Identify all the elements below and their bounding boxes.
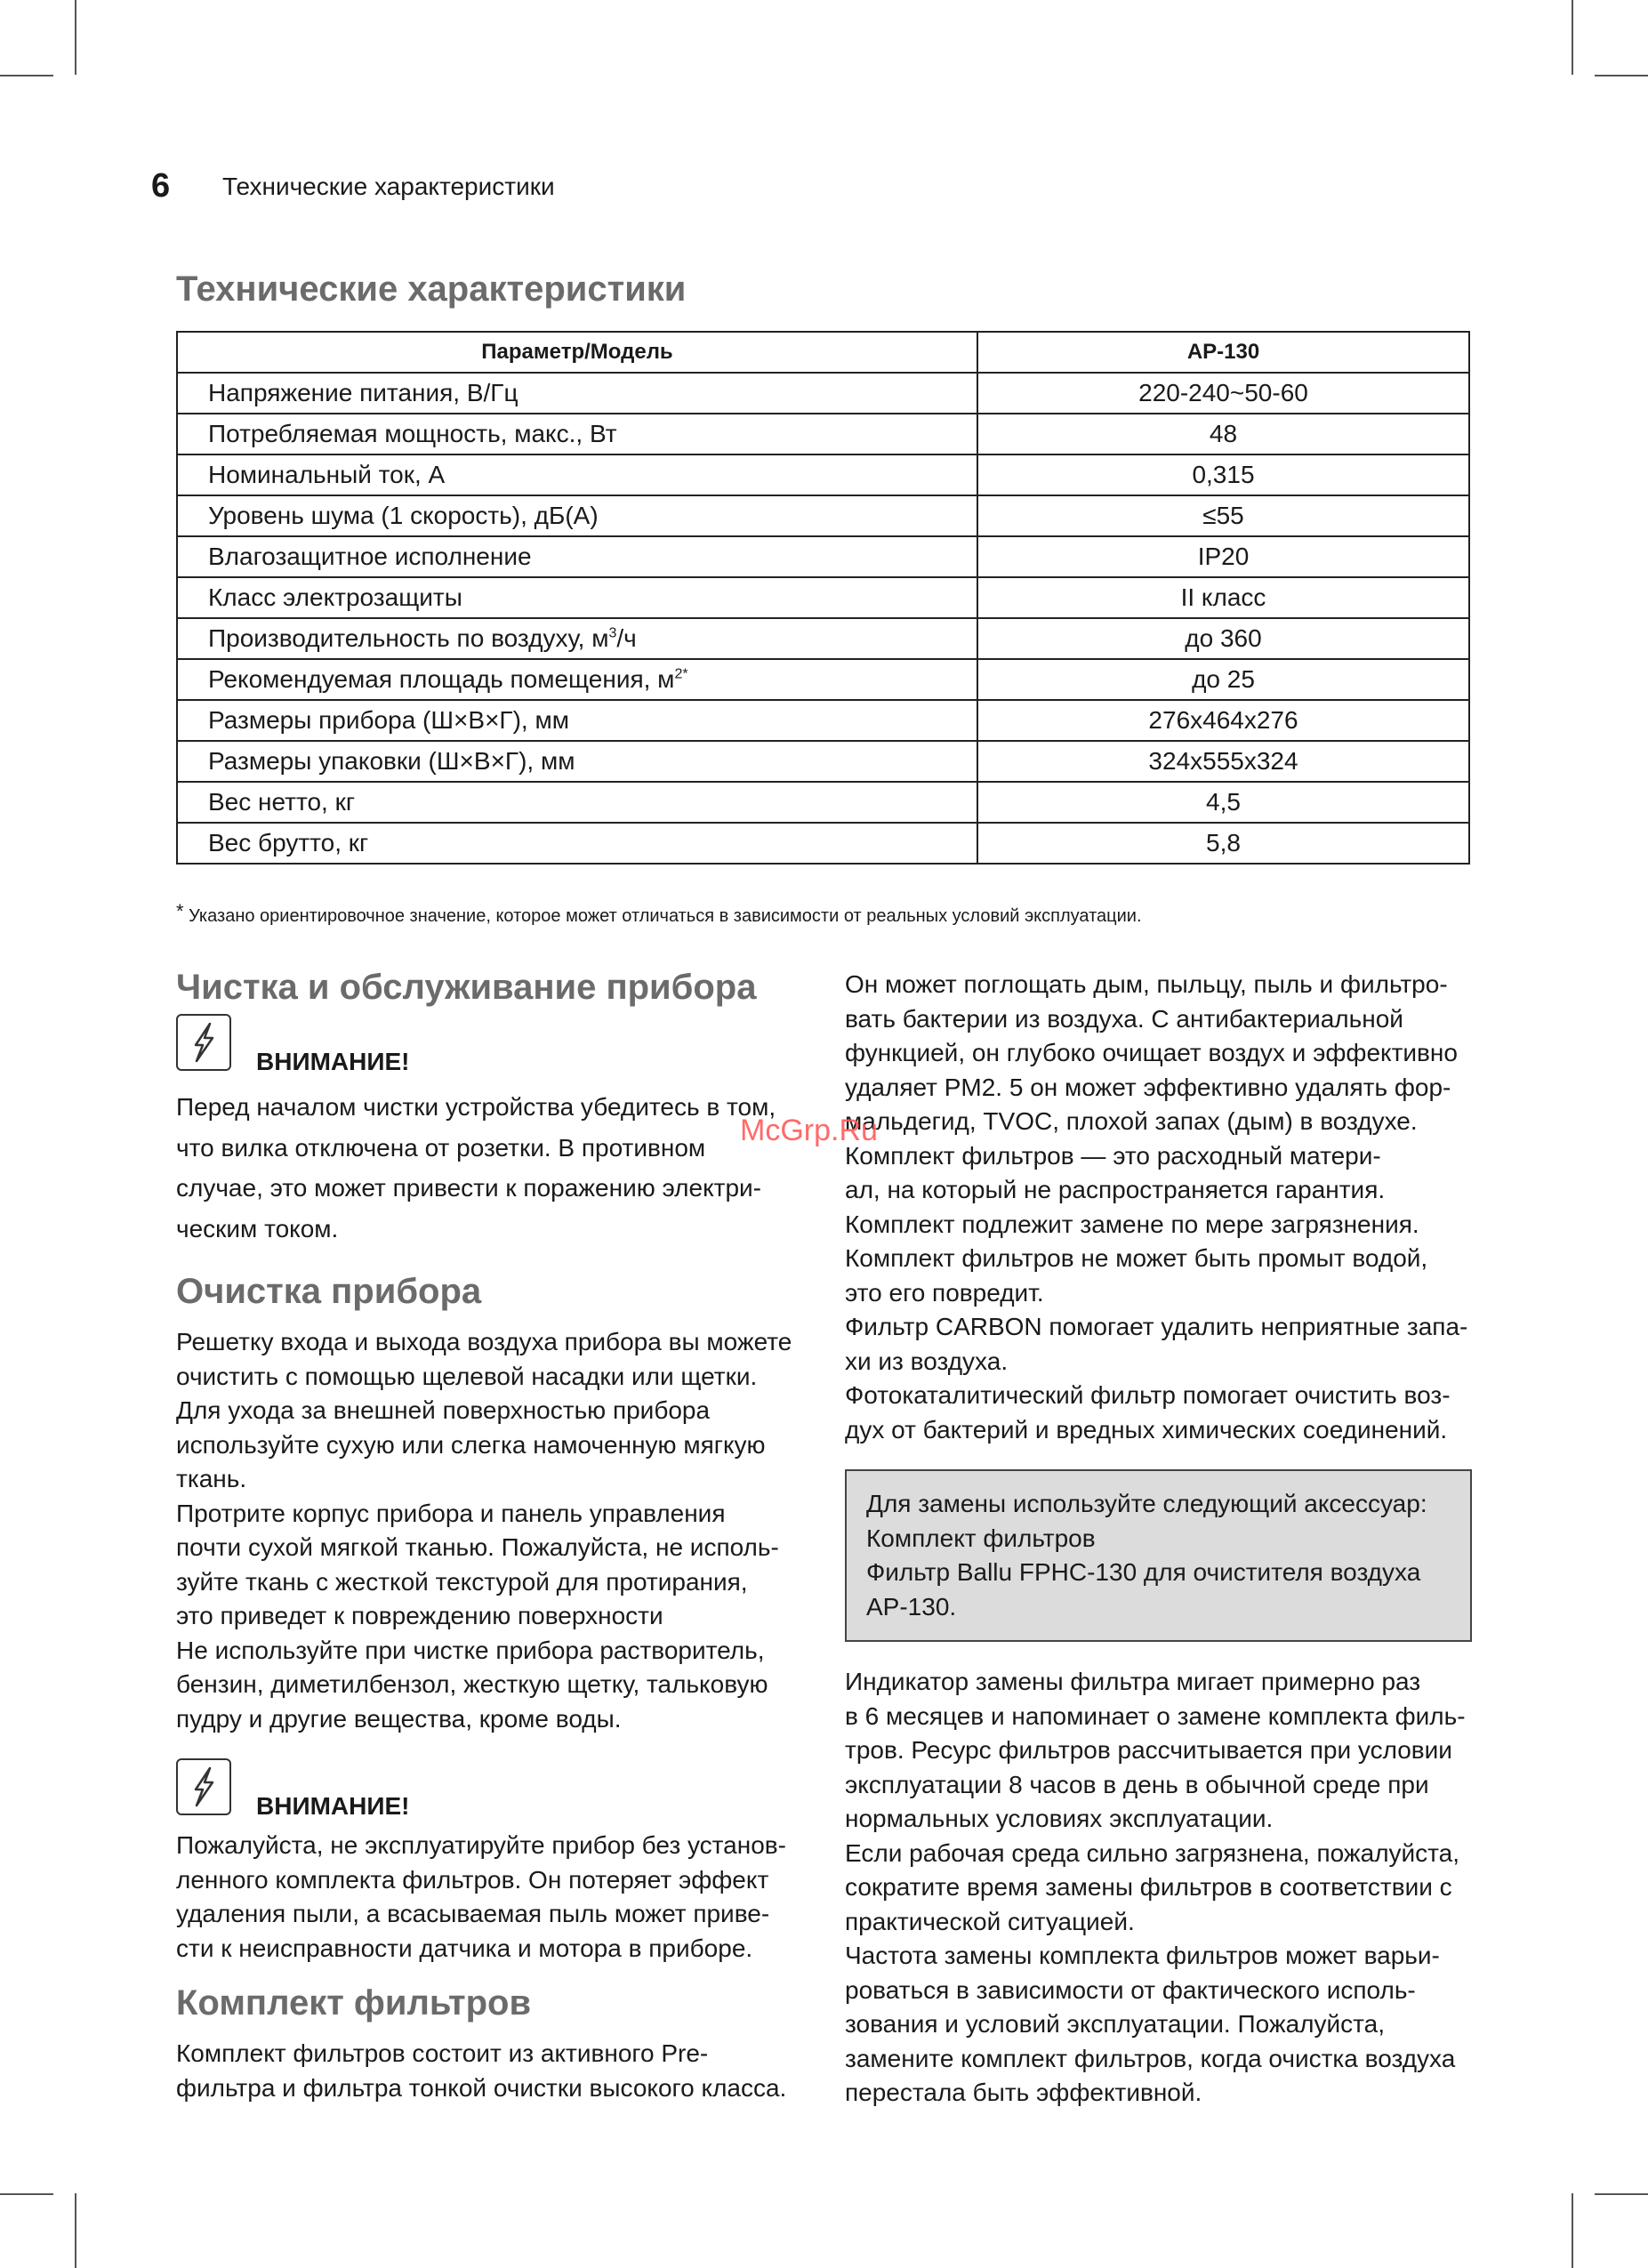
text-line: Протрите корпус прибора и панель управления <box>176 1499 726 1527</box>
text-line: нормальных условиях эксплуатации. <box>845 1805 1274 1832</box>
value-cell: ≤55 <box>977 495 1469 536</box>
page-number: 6 <box>151 167 171 205</box>
text-line: Не используйте при чистке прибора растворитель, <box>176 1636 765 1664</box>
value-cell: 324x555x324 <box>977 741 1469 782</box>
text-line: Он может поглощать дым, пыльцу, пыль и фильтро- <box>845 970 1448 998</box>
text-line: почти сухой мягкой тканью. Пожалуйста, не исполь- <box>176 1533 779 1561</box>
text-line: сократите время замены фильтров в соответствии с <box>845 1873 1452 1901</box>
text-line: ткань. <box>176 1465 247 1492</box>
col-header-model: AP-130 <box>977 332 1469 373</box>
text-line: это приведет к повреждению поверхности <box>176 1602 663 1629</box>
crop-mark <box>1572 0 1573 75</box>
table-row <box>177 618 1469 659</box>
table-row <box>177 700 1469 741</box>
crop-mark <box>0 2193 53 2195</box>
text-line: Фильтр Ballu FPHC-130 для очистителя воздуха <box>866 1558 1421 1586</box>
footnote-text: Указано ориентировочное значение, которое может отличаться в зависимости от реальных условий эксплуатации. <box>189 906 1142 926</box>
text-line: ческим током. <box>176 1214 339 1243</box>
table-row <box>177 577 1469 618</box>
table-row <box>177 741 1469 782</box>
value-cell: 276x464x276 <box>977 700 1469 741</box>
text-line: роваться в зависимости от фактического исполь- <box>845 1975 1416 2004</box>
text-line: Если рабочая среда сильно загрязнена, пожалуйста, <box>845 1838 1460 1867</box>
text-line: зуйте ткань с жесткой текстурой для протирания, <box>176 1567 748 1596</box>
param-cell: Рекомендуемая площадь помещения, $м^{2*}$ <box>177 659 977 700</box>
text-line: зования и условий эксплуатации. Пожалуйста, <box>845 2010 1386 2038</box>
running-title: Технические характеристики <box>222 173 555 200</box>
text-line: Комплект фильтров состоит из активного Pre- <box>176 2039 709 2067</box>
text-line: Комплект фильтров — это расходный матери- <box>845 1141 1381 1170</box>
text-line: Комплект фильтров не может быть промыт водой, <box>845 1244 1428 1272</box>
text-line: удаляет PM2. 5 он может эффективно удалять фор- <box>845 1073 1451 1101</box>
value-cell: 4,5 <box>977 782 1469 823</box>
table-row <box>177 414 1469 454</box>
text-line: перестала быть эффективной. <box>845 2079 1202 2106</box>
text-line: случае, это может привести к поражению электри- <box>176 1174 761 1202</box>
param-cell: Вес нетто, кг <box>177 782 977 823</box>
footnote-mark: * <box>176 900 184 922</box>
filter-replacement-text <box>845 1665 1472 2111</box>
value-cell: 0,315 <box>977 454 1469 495</box>
text-line: это его повредит. <box>845 1278 1044 1307</box>
param-cell: Вес брутто, кг <box>177 823 977 864</box>
param-cell: Номинальный ток, А <box>177 454 977 495</box>
table-row <box>177 782 1469 823</box>
text-line: Комплект фильтров <box>866 1524 1096 1552</box>
filter-description-text <box>845 968 1472 1447</box>
accessory-info-box <box>845 1469 1472 1642</box>
text-line: в 6 месяцев и напоминает о замене комплекта филь- <box>845 1701 1466 1730</box>
text-line: Комплект подлежит замене по мере загрязнения. <box>845 1210 1419 1238</box>
table-row <box>177 373 1469 414</box>
param-cell: Напряжение питания, В/Гц <box>177 373 977 414</box>
crop-mark <box>1595 75 1648 76</box>
cleaning-warning-text <box>176 1087 816 1249</box>
warning-block <box>176 1758 816 1821</box>
table-row <box>177 454 1469 495</box>
text-line: вать бактерии из воздуха. С антибактериальной <box>845 1004 1403 1033</box>
param-cell: Влагозащитное исполнение <box>177 536 977 577</box>
text-line: удаления пыли, а всасываемая пыль может приве- <box>176 1900 770 1927</box>
warning-lightning-icon <box>176 1758 231 1815</box>
text-line: Фотокаталитический фильтр помогает очистить воз- <box>845 1381 1451 1409</box>
table-row <box>177 823 1469 864</box>
crop-mark <box>75 0 76 75</box>
crop-mark <box>0 75 53 76</box>
text-line: AP-130. <box>866 1592 957 1621</box>
text-line: ленного комплекта фильтров. Он потеряет эффект <box>176 1865 769 1894</box>
filter-warning-text <box>176 1829 816 1966</box>
crop-mark <box>1572 2193 1573 2268</box>
value-cell: 220-240~50-60 <box>977 373 1469 414</box>
text-line: практической ситуацией. <box>845 1907 1135 1935</box>
specs-title: Технические характеристики <box>176 269 687 309</box>
table-header-row <box>177 332 1469 373</box>
text-line: мальдегид, TVOC, плохой запах (дым) в воздухе. <box>845 1107 1418 1135</box>
param-cell: Класс электрозащиты <box>177 577 977 618</box>
col-header-param: Параметр/Модель <box>177 332 977 373</box>
device-cleaning-title: Очистка прибора <box>176 1272 482 1311</box>
text-line: Решетку входа и выхода воздуха прибора вы можете <box>176 1328 792 1355</box>
warning-label: ВНИМАНИЕ! <box>256 1048 410 1075</box>
param-cell: Производительность по воздуху, $м^3/ч$ <box>177 618 977 659</box>
filter-kit-title: Комплект фильтров <box>176 1983 532 2023</box>
text-line: Индикатор замены фильтра мигает примерно раз <box>845 1668 1421 1695</box>
crop-mark <box>1595 2193 1648 2195</box>
param-cell: Уровень шума (1 скорость), дБ(А) <box>177 495 977 536</box>
text-line: Перед началом чистки устройства убедитесь в том, <box>176 1093 776 1121</box>
text-line: хи из воздуха. <box>845 1347 1009 1375</box>
watermark: McGrp.Ru <box>740 1114 878 1147</box>
device-cleaning-text <box>176 1325 816 1736</box>
value-cell: II класс <box>977 577 1469 618</box>
text-line: используйте сухую или слегка намоченную мягкую <box>176 1430 766 1459</box>
table-row <box>177 659 1469 700</box>
value-cell: IP20 <box>977 536 1469 577</box>
text-line: Пожалуйста, не эксплуатируйте прибор без установ- <box>176 1831 786 1859</box>
warning-lightning-icon <box>176 1014 231 1071</box>
value-cell: 48 <box>977 414 1469 454</box>
text-line: Для замены используйте следующий аксессуар: <box>866 1490 1427 1517</box>
param-cell: Размеры прибора (Ш×В×Г), мм <box>177 700 977 741</box>
value-cell: 5,8 <box>977 823 1469 864</box>
table-footnote <box>176 900 1142 927</box>
text-line: Фильтр CARBON помогает удалить неприятные запа- <box>845 1313 1468 1340</box>
cleaning-title: Чистка и обслуживание прибора <box>176 968 757 1007</box>
text-line: фильтра и фильтра тонкой очистки высокого класса. <box>176 2073 787 2102</box>
text-line: очистить с помощью щелевой насадки или щетки. <box>176 1362 758 1390</box>
warning-block <box>176 1014 816 1076</box>
text-line: сти к неисправности датчика и мотора в приборе. <box>176 1934 753 1962</box>
text-line: дух от бактерий и вредных химических соединений. <box>845 1415 1448 1444</box>
text-line: функцией, он глубоко очищает воздух и эффективно <box>845 1039 1458 1066</box>
filter-kit-text <box>176 2037 816 2105</box>
text-line: замените комплект фильтров, когда очистка воздуха <box>845 2044 1456 2072</box>
text-line: пудру и другие вещества, кроме воды. <box>176 1704 622 1733</box>
text-line: тров. Ресурс фильтров рассчитывается при условии <box>845 1736 1452 1764</box>
text-line: Частота замены комплекта фильтров может варьи- <box>845 1942 1440 1969</box>
param-cell: Потребляемая мощность, макс., Вт <box>177 414 977 454</box>
warning-label: ВНИМАНИЕ! <box>256 1792 410 1820</box>
text-line: эксплуатации 8 часов в день в обычной среде при <box>845 1770 1429 1798</box>
table-row <box>177 536 1469 577</box>
param-cell: Размеры упаковки (Ш×В×Г), мм <box>177 741 977 782</box>
text-line: что вилка отключена от розетки. В противном <box>176 1133 706 1162</box>
text-line: ал, на который не распространяется гарантия. <box>845 1176 1386 1203</box>
crop-mark <box>75 2193 76 2268</box>
text-line: Для ухода за внешней поверхностью прибора <box>176 1396 711 1424</box>
specs-table <box>176 331 1470 865</box>
table-row <box>177 495 1469 536</box>
value-cell: до 25 <box>977 659 1469 700</box>
value-cell: до 360 <box>977 618 1469 659</box>
text-line: бензин, диметилбензол, жесткую щетку, тальковую <box>176 1670 768 1698</box>
